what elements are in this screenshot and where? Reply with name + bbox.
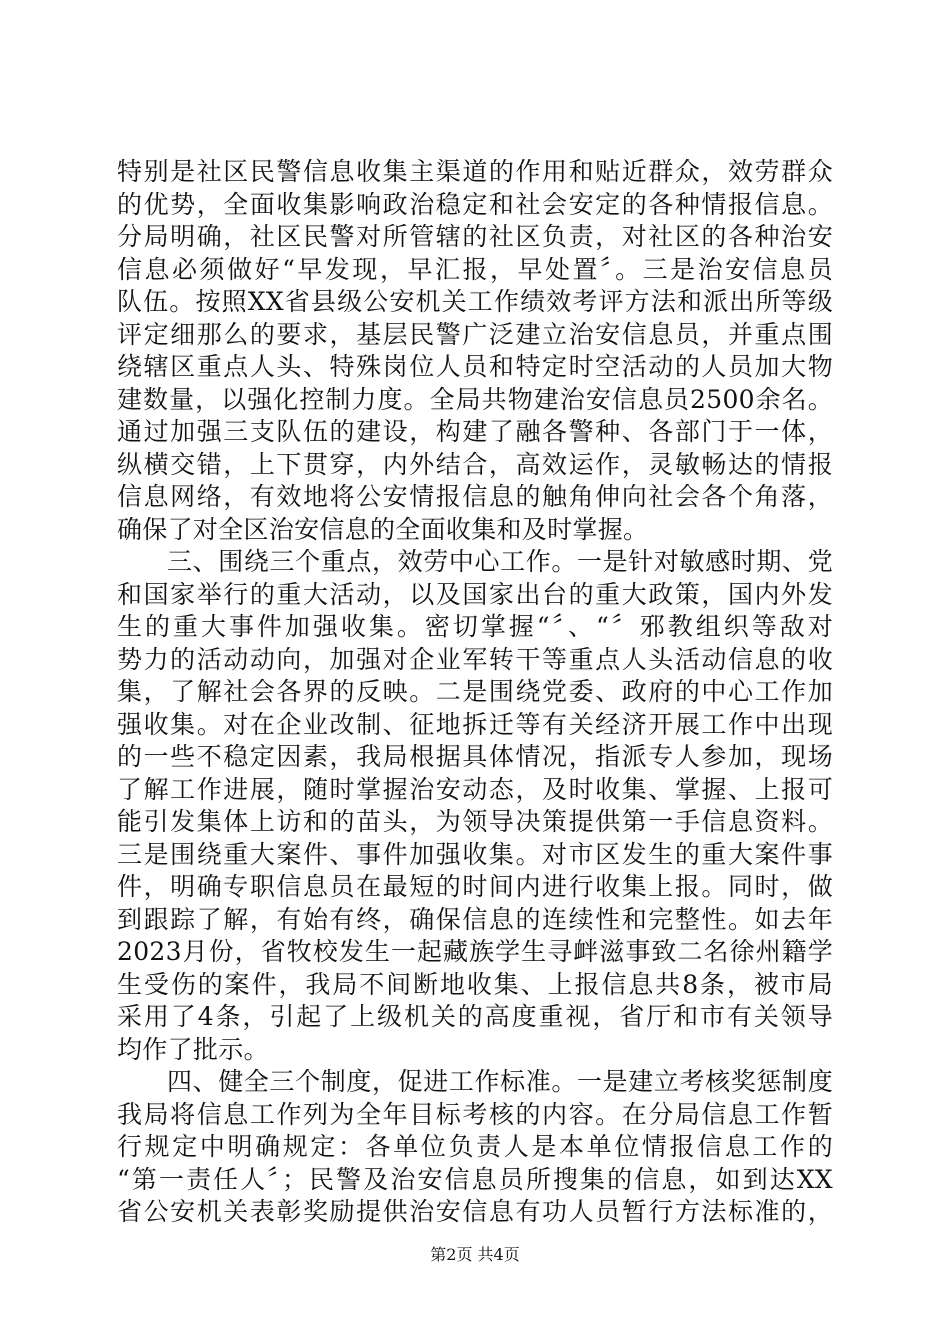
- text-line: 的一些不稳定因素，我局根据具体情况，指派专人参加，现场: [117, 742, 833, 771]
- text-line: 省公安机关表彰奖励提供治安信息有功人员暂行方法标准的，: [117, 1197, 833, 1226]
- text-line: 三是围绕重大案件、事件加强收集。对市区发生的重大案件事: [117, 839, 833, 869]
- text-line: 生受伤的案件，我局不间断地收集、上报信息共8条，被市局: [117, 969, 833, 999]
- text-line: 集，了解社会各界的反映。二是围绕党委、政府的中心工作加: [117, 677, 833, 706]
- text-line: 信息网络，有效地将公安情报信息的触角伸向社会各个角落，: [117, 482, 833, 511]
- text-line: 的优势，全面收集影响政治稳定和社会安定的各种情报信息。: [117, 189, 833, 219]
- text-line: 生的重大事件加强收集。密切掌握“〞、“〞邪教组织等敌对: [117, 612, 833, 641]
- text-line: 绕辖区重点人头、特殊岗位人员和特定时空活动的人员加大物: [117, 352, 833, 381]
- text-line: 能引发集体上访和的苗头，为领导决策提供第一手信息资料。: [117, 807, 833, 836]
- text-line: 件，明确专职信息员在最短的时间内进行收集上报。同时，做: [117, 872, 833, 901]
- text-line: 评定细那么的要求，基层民警广泛建立治安信息员，并重点围: [117, 319, 833, 349]
- text-line: 三、围绕三个重点，效劳中心工作。一是针对敏感时期、党: [167, 547, 833, 576]
- text-line: 确保了对全区治安信息的全面收集和及时掌握。: [117, 514, 649, 544]
- text-line: 均作了批示。: [117, 1034, 269, 1064]
- text-line: 采用了4条，引起了上级机关的高度重视，省厅和市有关领导: [117, 1002, 833, 1031]
- text-line: 2023月份，省牧校发生一起藏族学生寻衅滋事致二名徐州籍学: [117, 937, 833, 966]
- text-line: 队伍。按照XX省县级公安机关工作绩效考评方法和派出所等级: [117, 287, 833, 316]
- text-line: 和国家举行的重大活动，以及国家出台的重大政策，国内外发: [117, 579, 833, 609]
- text-line: 纵横交错，上下贯穿，内外结合，高效运作，灵敏畅达的情报: [117, 449, 833, 479]
- text-line: 到跟踪了解，有始有终，确保信息的连续性和完整性。如去年: [117, 904, 833, 934]
- text-line: 分局明确，社区民警对所管辖的社区负责，对社区的各种治安: [117, 222, 833, 251]
- text-line: “第一责任人〞；民警及治安信息员所搜集的信息，如到达XX: [117, 1164, 833, 1194]
- text-line: 四、健全三个制度，促进工作标准。一是建立考核奖惩制度: [167, 1067, 833, 1096]
- text-line: 通过加强三支队伍的建设，构建了融各警种、各部门于一体，: [117, 417, 833, 446]
- document-body: [117, 156, 833, 1229]
- text-line: 信息必须做好“早发现，早汇报，早处置〞。三是治安信息员: [117, 254, 833, 284]
- text-line: 强收集。对在企业改制、征地拆迁等有关经济开展工作中出现: [117, 709, 833, 739]
- text-line: 行规定中明确规定：各单位负责人是本单位情报信息工作的: [117, 1132, 833, 1161]
- text-line: 特别是社区民警信息收集主渠道的作用和贴近群众，效劳群众: [117, 157, 833, 186]
- text-line: 建数量，以强化控制力度。全局共物建治安信息员2500余名。: [117, 384, 833, 414]
- text-line: 了解工作进展，随时掌握治安动态，及时收集、掌握、上报可: [117, 774, 833, 804]
- page-footer: 第2页 共4页: [430, 1245, 520, 1264]
- text-line: 我局将信息工作列为全年目标考核的内容。在分局信息工作暂: [117, 1099, 833, 1129]
- text-line: 势力的活动动向，加强对企业军转干等重点人头活动信息的收: [117, 644, 833, 674]
